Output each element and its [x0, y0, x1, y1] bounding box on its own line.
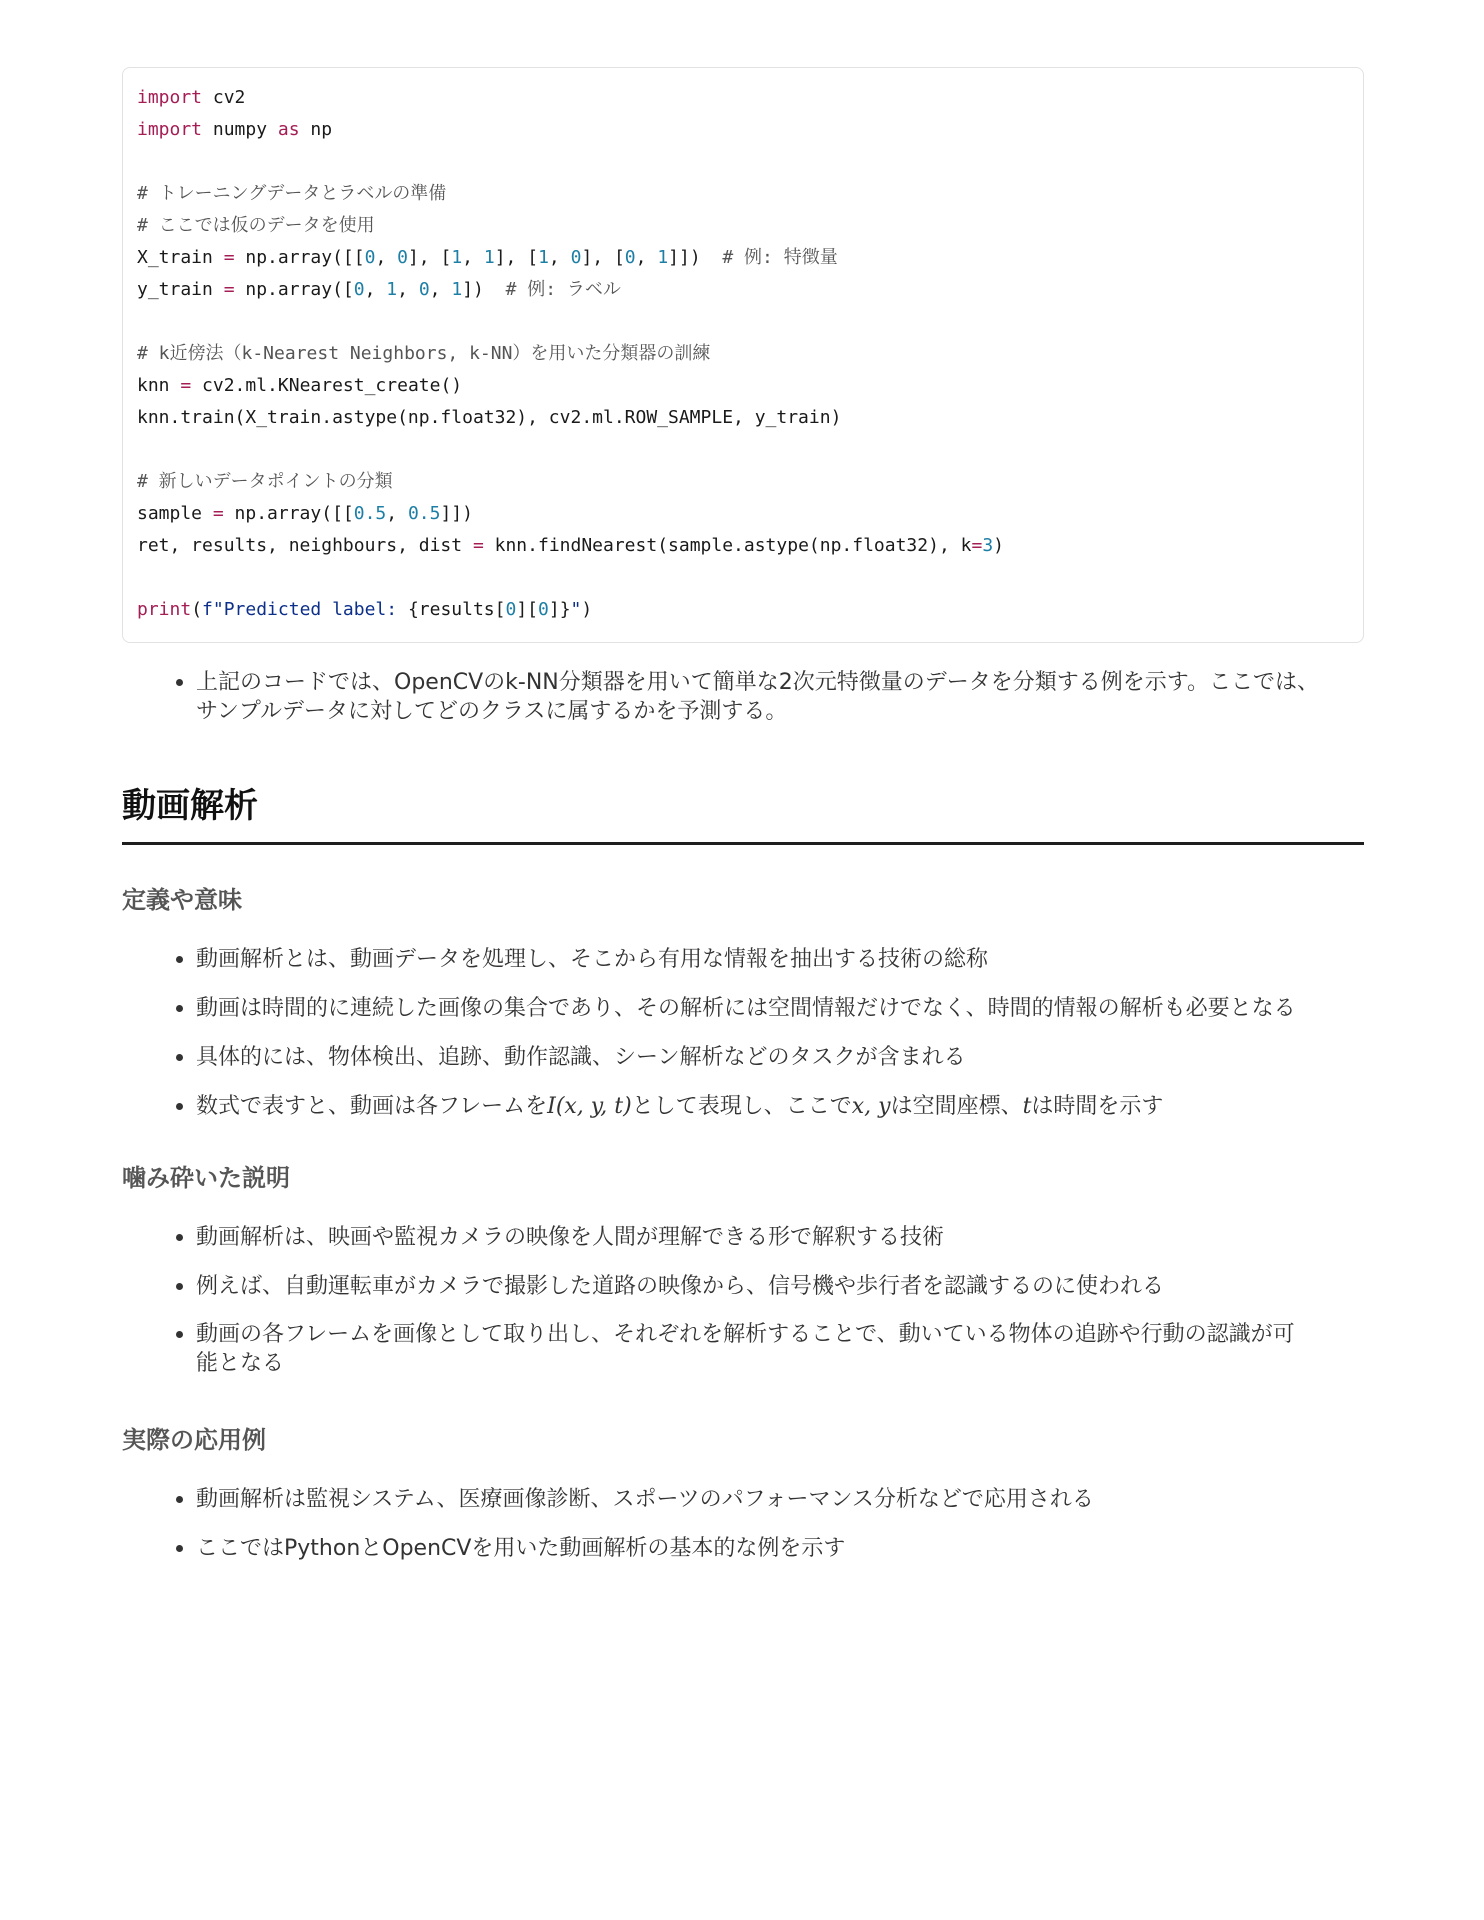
code-text: , — [429, 279, 452, 300]
code-text: , — [548, 247, 571, 268]
section-title: 動画解析 — [122, 786, 258, 826]
code-text: {results[ — [407, 599, 506, 620]
list-item: 動画解析は、映画や監視カメラの映像を人間が理解できる形で解釈する技術 — [196, 1225, 945, 1250]
code-comment: # 例: 特徴量 — [722, 247, 838, 268]
list-item — [196, 668, 1356, 726]
code-text: knn — [137, 375, 181, 396]
list-item — [196, 1092, 1356, 1121]
code-text: ) — [993, 535, 1004, 556]
bullet-dot — [176, 679, 183, 686]
code-text: ]]) — [668, 247, 723, 268]
math-expression: x, y — [851, 1094, 891, 1119]
code-text: ][ — [516, 599, 539, 620]
math-expression: I(x, y, t) — [547, 1094, 632, 1119]
code-text: np — [299, 119, 333, 140]
code-line — [137, 246, 838, 270]
list-item — [196, 1320, 1356, 1378]
code-keyword: import — [137, 119, 203, 140]
list-text: として表現し、ここで — [631, 1094, 852, 1119]
subsection-heading: 実際の応用例 — [122, 1426, 266, 1454]
bullet-dot — [176, 1234, 183, 1241]
code-number: 0 — [624, 247, 636, 268]
code-number: 0 — [418, 279, 430, 300]
list-item: 具体的には、物体検出、追跡、動作認識、シーン解析などのタスクが含まれる — [196, 1045, 966, 1070]
bullet-dot — [176, 956, 183, 963]
list-text: は空間座標、 — [890, 1094, 1023, 1119]
section-divider — [122, 842, 1364, 845]
code-line — [137, 118, 332, 142]
code-comment: # 例: ラベル — [505, 279, 621, 300]
list-item: ここではPythonとOpenCVを用いた動画解析の基本的な例を示す — [196, 1536, 846, 1561]
code-line — [137, 278, 621, 302]
list-item-line: 能となる — [196, 1351, 285, 1376]
code-number: 1 — [386, 279, 398, 300]
code-text: cv2.ml.KNearest_create() — [191, 375, 463, 396]
subsection-heading: 定義や意味 — [122, 886, 242, 914]
list-item: 動画解析は監視システム、医療画像診断、スポーツのパフォーマンス分析などで応用される — [196, 1487, 1094, 1512]
code-operator: = — [212, 503, 224, 524]
code-comment: # 新しいデータポイントの分類 — [137, 471, 393, 492]
code-line — [137, 534, 1004, 558]
code-keyword: print — [137, 599, 192, 620]
code-number: 1 — [657, 247, 669, 268]
code-line — [137, 86, 245, 110]
code-text: knn.findNearest(sample.astype(np.float32), k — [483, 535, 972, 556]
code-comment: # k近傍法（k-Nearest Neighbors, k-NN）を用いた分類器の訓練 — [137, 343, 711, 364]
code-text: ret, results, neighbours, dist — [137, 535, 473, 556]
bullet-dot — [176, 1054, 183, 1061]
code-number: 1 — [451, 247, 463, 268]
code-text: ], [ — [494, 247, 539, 268]
code-text: ]} — [548, 599, 571, 620]
list-text: は時間を示す — [1031, 1094, 1164, 1119]
code-number: 0 — [505, 599, 517, 620]
code-number: 0 — [364, 247, 376, 268]
code-text: sample — [137, 503, 213, 524]
code-text: np.array([[ — [234, 247, 365, 268]
code-text: numpy — [202, 119, 278, 140]
code-text: ]]) — [440, 503, 473, 524]
code-text: np.array([ — [234, 279, 354, 300]
code-number: 0.5 — [353, 503, 387, 524]
code-text: , — [397, 279, 419, 300]
code-text: X_train — [137, 247, 224, 268]
list-item: 動画は時間的に連続した画像の集合であり、その解析には空間情報だけでなく、時間的情報の解析も必要となる — [196, 996, 1296, 1021]
code-line: knn.train(X_train.astype(np.float32), cv2.ml.ROW_SAMPLE, y_train) — [137, 407, 842, 428]
code-number: 0 — [397, 247, 408, 268]
subsection-heading: 噛み砕いた説明 — [122, 1164, 290, 1192]
list-text: 数式で表すと、動画は各フレームを — [196, 1094, 548, 1119]
code-text: ]) — [462, 279, 506, 300]
code-block — [122, 67, 1364, 643]
code-operator: = — [223, 247, 235, 268]
code-text: y_train — [137, 279, 224, 300]
bullet-dot — [176, 1103, 183, 1110]
code-text: , — [386, 503, 408, 524]
bullet-dot — [176, 1545, 183, 1552]
code-string: f"Predicted label: — [202, 599, 408, 620]
bullet-dot — [176, 1331, 183, 1338]
bullet-dot — [176, 1496, 183, 1503]
code-text: , — [364, 279, 387, 300]
code-number: 1 — [451, 279, 463, 300]
code-number: 0 — [570, 247, 582, 268]
bullet-dot — [176, 1005, 183, 1012]
code-comment: # トレーニングデータとラベルの準備 — [137, 183, 447, 204]
code-text: ) — [581, 599, 593, 620]
code-number: 1 — [483, 247, 495, 268]
list-item-line: 上記のコードでは、OpenCVのk-NN分類器を用いて簡単な2次元特徴量のデータを分類する例を示す。ここでは、 — [196, 670, 1320, 695]
code-text: , — [375, 247, 398, 268]
code-operator: = — [971, 535, 983, 556]
code-text: np.array([[ — [223, 503, 354, 524]
code-text: ], [ — [581, 247, 625, 268]
bullet-dot — [176, 1283, 183, 1290]
code-line — [137, 502, 473, 526]
code-line — [137, 374, 462, 398]
code-text: ( — [191, 599, 203, 620]
code-number: 0 — [538, 599, 549, 620]
code-text: , — [462, 247, 484, 268]
list-item: 例えば、自動運転車がカメラで撮影した道路の映像から、信号機や歩行者を認識するのに使われる — [196, 1274, 1165, 1299]
code-number: 1 — [538, 247, 549, 268]
list-item: 動画解析とは、動画データを処理し、そこから有用な情報を抽出する技術の総称 — [196, 947, 989, 972]
code-text: , — [635, 247, 658, 268]
code-line — [137, 598, 592, 622]
code-number: 3 — [982, 535, 994, 556]
code-text: cv2 — [202, 87, 246, 108]
code-comment: # ここでは仮のデータを使用 — [137, 215, 375, 236]
code-number: 0.5 — [407, 503, 441, 524]
code-operator: = — [223, 279, 235, 300]
code-operator: = — [472, 535, 484, 556]
list-item-line: 動画の各フレームを画像として取り出し、それぞれを解析することで、動いている物体の追跡や行動の認識が可 — [196, 1322, 1295, 1347]
code-number: 0 — [353, 279, 365, 300]
math-expression: t — [1022, 1094, 1032, 1119]
code-operator: = — [180, 375, 192, 396]
code-keyword: as — [277, 119, 300, 140]
code-string: " — [570, 599, 582, 620]
code-keyword: import — [137, 87, 203, 108]
list-item-line: サンプルデータに対してどのクラスに属するかを予測する。 — [196, 699, 788, 724]
code-text: ], [ — [407, 247, 452, 268]
